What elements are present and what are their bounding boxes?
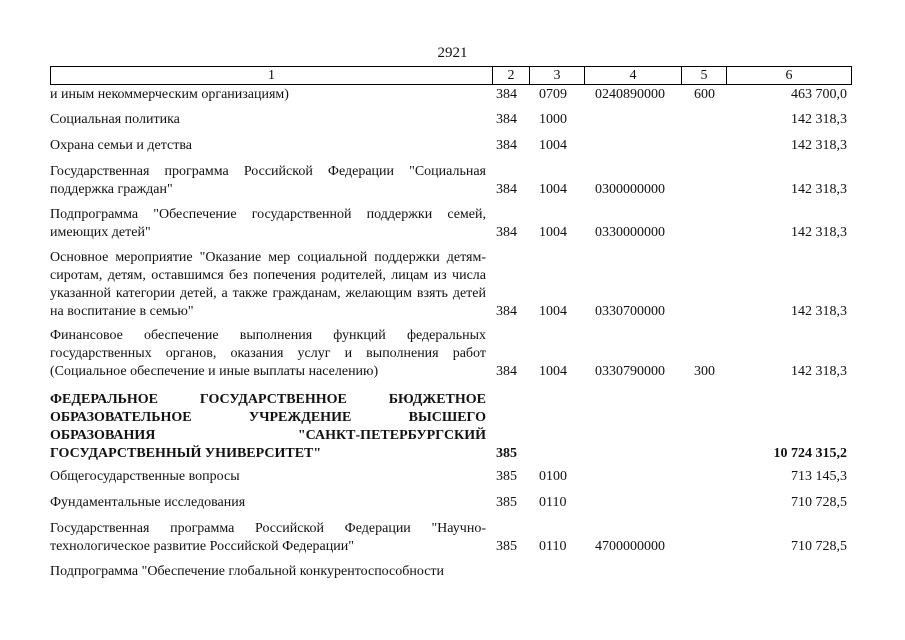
table-header xyxy=(50,66,852,85)
table-row xyxy=(50,520,850,556)
table-row xyxy=(50,86,850,104)
table-row xyxy=(50,563,850,581)
row-description: Финансовое обеспечение выполнения функций федеральных государственных органов, оказания услуг и выполнения работ (Социальное обеспечение и иные выплаты населению) xyxy=(50,328,486,379)
header-col-6: 6 xyxy=(726,67,851,84)
row-ministry-code: 384 xyxy=(496,87,517,102)
row-description: Подпрограмма "Обеспечение государственной поддержки семей, имеющих детей" xyxy=(50,207,486,240)
row-amount: 142 318,3 xyxy=(791,138,847,153)
row-amount: 710 728,5 xyxy=(791,539,847,554)
row-amount: 710 728,5 xyxy=(791,495,847,510)
row-ministry-code: 384 xyxy=(496,138,517,153)
row-section-code: 0110 xyxy=(539,539,567,554)
page-number: 2921 xyxy=(437,45,468,61)
row-ministry-code: 385 xyxy=(496,539,517,554)
row-description: Государственная программа Российской Федерации "Социальная поддержка граждан" xyxy=(50,164,486,197)
row-section-code: 1004 xyxy=(539,364,567,379)
row-amount: 142 318,3 xyxy=(791,112,847,127)
row-section-code: 0709 xyxy=(539,87,567,102)
header-col-5: 5 xyxy=(681,67,726,84)
row-target-code: 0300000000 xyxy=(595,182,665,197)
row-description: Фундаментальные исследования xyxy=(50,495,246,510)
header-col-1: 1 xyxy=(268,68,275,83)
table-row xyxy=(50,468,850,486)
table-row xyxy=(50,327,850,381)
row-target-code: 0330700000 xyxy=(595,304,665,319)
table-row xyxy=(50,111,850,129)
row-description: Охрана семьи и детства xyxy=(50,138,192,153)
row-target-code: 0330000000 xyxy=(595,225,665,240)
header-col-3: 3 xyxy=(529,67,584,84)
row-amount: 142 318,3 xyxy=(791,304,847,319)
row-section-code: 0100 xyxy=(539,469,567,484)
row-amount: 713 145,3 xyxy=(791,469,847,484)
table-row xyxy=(50,249,850,321)
table-row xyxy=(50,137,850,155)
row-ministry-code: 385 xyxy=(496,495,517,510)
row-ministry-code: 384 xyxy=(496,182,517,197)
row-section-code: 0110 xyxy=(539,495,567,510)
row-amount: 10 724 315,2 xyxy=(773,446,847,461)
table-row xyxy=(50,494,850,512)
row-description: Основное мероприятие "Оказание мер социальной поддержки детям-сиротам, детям, оставшимся без попечения родителей, лицам из числа указанной категории детей, а также гражданам, желающим взять детей на воспитание в семью" xyxy=(50,250,486,319)
row-section-code: 1004 xyxy=(539,182,567,197)
table-row xyxy=(50,206,850,242)
row-amount: 142 318,3 xyxy=(791,182,847,197)
row-ministry-code: 384 xyxy=(496,364,517,379)
row-target-code: 0240890000 xyxy=(595,87,665,102)
row-expense-type: 600 xyxy=(694,87,715,102)
row-target-code: 4700000000 xyxy=(595,539,665,554)
header-col-4: 4 xyxy=(584,67,681,84)
row-description: и иным некоммерческим организациям) xyxy=(50,87,289,102)
row-section-code: 1000 xyxy=(539,112,567,127)
row-description: ФЕДЕРАЛЬНОЕ ГОСУДАРСТВЕННОЕ БЮДЖЕТНОЕ ОБРАЗОВАТЕЛЬНОЕ УЧРЕЖДЕНИЕ ВЫСШЕГО ОБРАЗОВАНИЯ "САНКТ-ПЕТЕРБУРГСКИЙ ГОСУДАРСТВЕННЫЙ УНИВЕРСИТЕТ" xyxy=(50,392,486,461)
row-section-code: 1004 xyxy=(539,225,567,240)
row-target-code: 0330790000 xyxy=(595,364,665,379)
row-expense-type: 300 xyxy=(694,364,715,379)
row-section-code: 1004 xyxy=(539,138,567,153)
table-row xyxy=(50,163,850,199)
row-ministry-code: 385 xyxy=(496,446,517,461)
row-description: Подпрограмма "Обеспечение глобальной конкурентоспособности xyxy=(50,564,445,579)
row-ministry-code: 384 xyxy=(496,112,517,127)
row-ministry-code: 384 xyxy=(496,304,517,319)
row-description: Социальная политика xyxy=(50,112,180,127)
row-ministry-code: 384 xyxy=(496,225,517,240)
header-col-2: 2 xyxy=(492,67,529,84)
table-row-bold xyxy=(50,391,850,463)
row-description: Государственная программа Российской Федерации "Научно-технологическое развитие Российской Федерации" xyxy=(50,521,486,554)
row-amount: 142 318,3 xyxy=(791,225,847,240)
row-description: Общегосударственные вопросы xyxy=(50,469,240,484)
row-ministry-code: 385 xyxy=(496,469,517,484)
row-amount: 463 700,0 xyxy=(791,87,847,102)
row-amount: 142 318,3 xyxy=(791,364,847,379)
row-section-code: 1004 xyxy=(539,304,567,319)
